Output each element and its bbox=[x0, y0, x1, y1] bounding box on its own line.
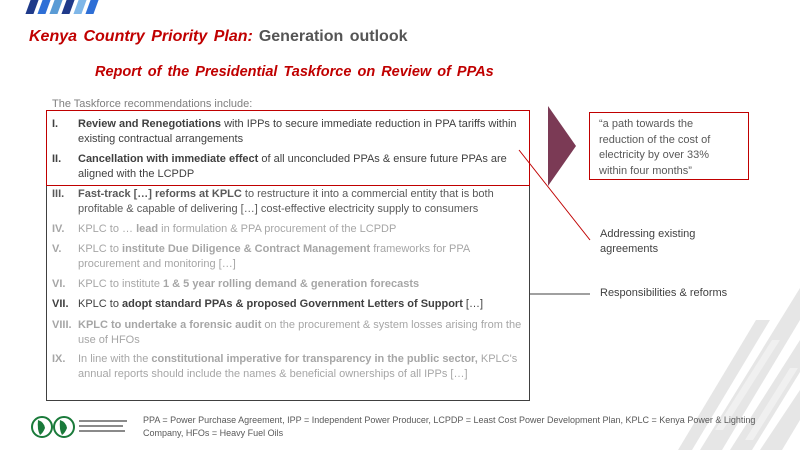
footer-abbreviations: PPA = Power Purchase Agreement, IPP = Independent Power Producer, LCPDP = Least Cost Power Development Plan, KPLC = Kenya Power & Lighting Company, HFOs = Heavy Fuel Oils bbox=[143, 415, 756, 438]
item-number: III. bbox=[52, 188, 65, 200]
item-pre: KPLC to … bbox=[78, 223, 137, 235]
item-text: […] bbox=[462, 298, 484, 310]
item-text: KPLC's annual reports should include the names & beneficial ownerships of all IPPs […] bbox=[78, 353, 518, 380]
title-main: Kenya Country Priority Plan: bbox=[29, 28, 253, 45]
item-number: VIII. bbox=[52, 319, 72, 331]
item-text: frameworks for PPA procurement and monitoring […] bbox=[78, 243, 470, 270]
item-number: VII. bbox=[52, 298, 69, 310]
item-text: of all unconcluded PPAs & ensure future PPAs are aligned with the LCPDP bbox=[78, 153, 507, 180]
item-number: VI. bbox=[52, 278, 66, 290]
item-pre: KPLC to institute bbox=[78, 278, 163, 290]
label-existing-agreements: Addressing existing agreements bbox=[600, 228, 696, 255]
item-bold: Cancellation with immediate effect bbox=[78, 153, 259, 165]
slide-subtitle: Report of the Presidential Taskforce on Review of PPAs bbox=[95, 64, 494, 80]
item-bold: constitutional imperative for transparency in the public sector, bbox=[151, 353, 478, 365]
item-bold: institute Due Diligence & Contract Management bbox=[122, 243, 371, 255]
item-text: with IPPs to secure immediate reduction in PPA tariffs within existing contractual arrangements bbox=[78, 118, 517, 145]
item-bold: Fast-track […] reforms at KPLC bbox=[78, 188, 242, 200]
item-number: II. bbox=[52, 153, 62, 165]
item-text: on the procurement & system losses arising from the use of HFOs bbox=[78, 319, 522, 346]
item-number: IX. bbox=[52, 353, 66, 365]
item-number: V. bbox=[52, 243, 62, 255]
item-bold: lead bbox=[136, 223, 159, 235]
item-pre: KPLC to bbox=[78, 243, 123, 255]
intro-text: The Taskforce recommendations include: bbox=[52, 98, 253, 110]
item-number: I. bbox=[52, 118, 59, 130]
item-pre: KPLC to bbox=[78, 298, 123, 310]
item-number: IV. bbox=[52, 223, 65, 235]
item-pre: In line with the bbox=[78, 353, 152, 365]
item-text: in formulation & PPA procurement of the LCPDP bbox=[158, 223, 397, 235]
title-sub: Generation outlook bbox=[258, 28, 408, 45]
item-bold: KPLC to undertake a forensic audit bbox=[78, 319, 262, 331]
label-responsibilities: Responsibilities & reforms bbox=[600, 287, 728, 299]
item-text: to restructure it into a commercial entity that is both profitable & capable of delivering […] cost-effective electricity supply to consumers bbox=[78, 188, 494, 215]
item-bold: adopt standard PPAs & proposed Government Letters of Support bbox=[122, 298, 463, 310]
quote-box: “a path towards the reduction of the cost of electricity by over 33% within four months” bbox=[589, 112, 749, 180]
item-bold: Review and Renegotiations bbox=[78, 118, 222, 130]
afdb-logo bbox=[30, 414, 130, 440]
item-bold: 1 & 5 year rolling demand & generation forecasts bbox=[163, 278, 420, 290]
